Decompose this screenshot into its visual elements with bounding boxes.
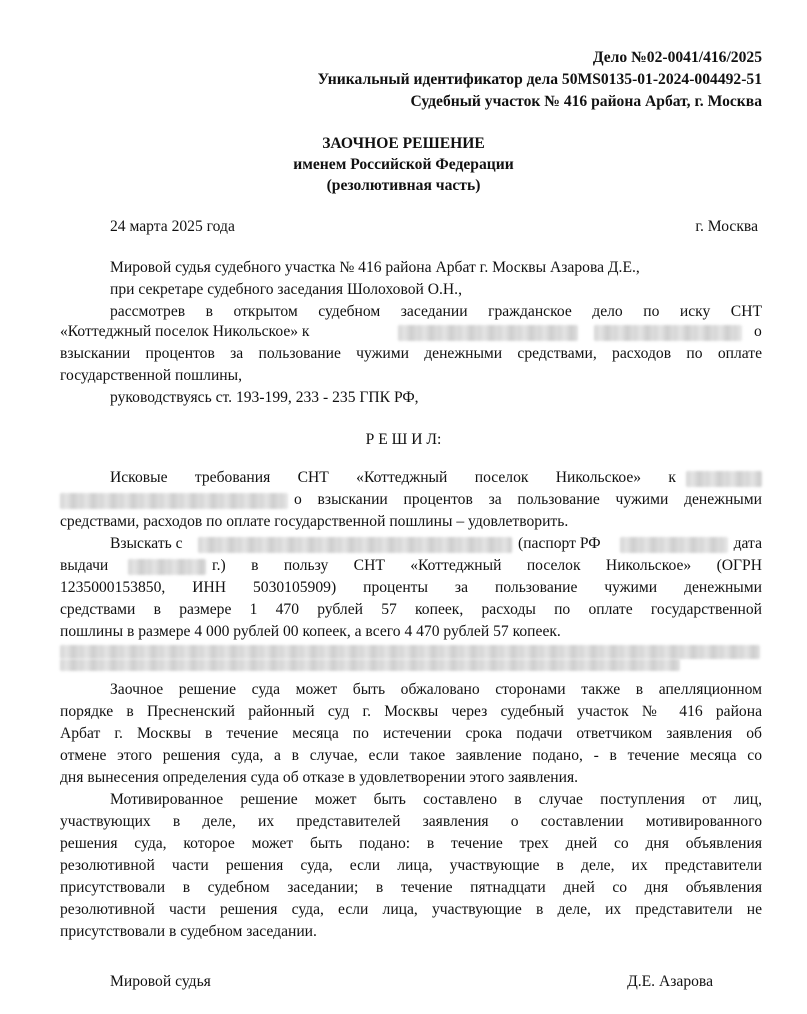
p2-line-1b: (паспорт РФ bbox=[518, 535, 601, 552]
redacted-defendant-name-2 bbox=[594, 325, 742, 341]
document-part: (резолютивная часть) bbox=[326, 177, 481, 194]
redacted-passport bbox=[620, 537, 728, 553]
court-section: Судебный участок № 416 района Арбат, г. Москва bbox=[410, 93, 762, 110]
intro-line-5: взыскании процентов за пользование чужими денежными средствами, расходов по оплате bbox=[60, 345, 762, 362]
p2-line-2a: выдачи bbox=[60, 557, 109, 574]
case-number: Дело №02-0041/416/2025 bbox=[592, 49, 762, 66]
p2-line-1a: Взыскать с bbox=[110, 535, 183, 552]
p1-line-3: средствами, расходов по оплате государственной пошлины – удовлетворить. bbox=[60, 513, 569, 530]
document-title: ЗАОЧНОЕ РЕШЕНИЕ bbox=[322, 135, 485, 152]
p4-line-4: резолютивной части решения суда, если лица, участвующие в деле, их представители bbox=[60, 857, 762, 874]
intro-line-3: рассмотрев в открытом судебном заседании гражданское дело по иску СНТ bbox=[110, 303, 762, 320]
redacted-defendant-p1 bbox=[686, 471, 762, 487]
p4-line-2: участвующих в деле, их представителей заявления о составлении мотивированного bbox=[60, 813, 762, 830]
p3-line-2: порядке в Пресненский районный суд г. Москвы через судебный участок № 416 района bbox=[60, 703, 762, 720]
p4-line-1: Мотивированное решение может быть составлено в случае поступления от лиц, bbox=[110, 791, 762, 808]
p3-line-1: Заочное решение суда может быть обжаловано сторонами также в апелляционном bbox=[110, 681, 762, 698]
p2-line-3: 1235000153850, ИНН 5030105909) проценты за пользование чужими денежными bbox=[60, 579, 762, 596]
redacted-defendant-name bbox=[398, 325, 578, 341]
p2-line-4: средствами в размере 1 470 рублей 57 копеек, расходы по оплате государственной bbox=[60, 601, 762, 618]
p2-line-2b: г.) в пользу СНТ «Коттеджный поселок Никольское» (ОГРН bbox=[212, 557, 762, 574]
signature-role: Мировой судья bbox=[110, 973, 211, 990]
intro-line-6: государственной пошлины, bbox=[60, 367, 243, 384]
p4-line-6: резолютивной части решения суда, если лица, участвующие в деле, их представители не bbox=[60, 901, 762, 918]
p4-line-5: присутствовали в судебном заседании; в течение пятнадцати дней со дня объявления bbox=[60, 879, 762, 896]
redacted-line bbox=[60, 645, 760, 659]
case-unique-id: Уникальный идентификатор дела 50MS0135-01-2024-004492-51 bbox=[317, 71, 762, 88]
redacted-issue-date bbox=[128, 559, 206, 575]
p4-line-7: присутствовали в судебном заседании. bbox=[60, 923, 317, 940]
decision-city: г. Москва bbox=[695, 218, 758, 235]
intro-line-4: «Коттеджный поселок Никольское» к bbox=[60, 323, 310, 340]
p4-line-3: решения суда, которое может быть подано: в течение трех дней со дня объявления bbox=[60, 835, 762, 852]
p3-line-3: Арбат г. Москвы в течение месяца по истечении срока подачи ответчиком заявления об bbox=[60, 725, 762, 742]
intro-line-2: при секретаре судебного заседания Шолоховой О.Н., bbox=[110, 281, 462, 298]
document-subtitle: именем Российской Федерации bbox=[293, 156, 514, 173]
p1-line-2: о взыскании процентов за пользование чужими денежными bbox=[294, 491, 762, 508]
intro-line-7: руководствуясь ст. 193-199, 233 - 235 ГПК РФ, bbox=[110, 389, 419, 406]
intro-line-1: Мировой судья судебного участка № 416 района Арбат г. Москвы Азарова Д.Е., bbox=[110, 259, 640, 276]
p2-line-5: пошлины в размере 4 000 рублей 00 копеек, а всего 4 470 рублей 57 копеек. bbox=[60, 623, 561, 640]
p3-line-5: дня вынесения определения суда об отказе в удовлетворении этого заявления. bbox=[60, 769, 579, 786]
redacted-defendant-p1-2 bbox=[60, 493, 288, 509]
signature-name: Д.Е. Азарова bbox=[627, 973, 713, 990]
redacted-defendant-p2 bbox=[198, 537, 512, 553]
p1-line-1: Исковые требования СНТ «Коттеджный поселок Никольское» к bbox=[110, 469, 676, 486]
redacted-line-2 bbox=[60, 659, 680, 671]
intro-line-4-end: о bbox=[754, 323, 762, 340]
resolved-heading: Р Е Ш И Л: bbox=[365, 431, 442, 448]
decision-date: 24 марта 2025 года bbox=[110, 218, 235, 235]
p3-line-4: отмене этого решения суда, а в случае, если такое заявление подано, - в течение месяца со bbox=[60, 747, 762, 764]
p2-line-1c: дата bbox=[733, 535, 762, 552]
